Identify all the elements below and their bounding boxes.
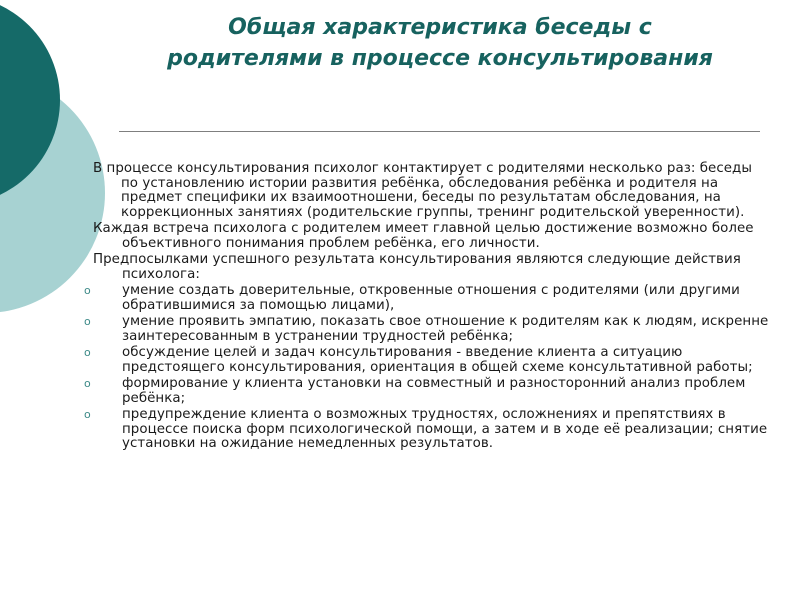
title-divider	[119, 131, 760, 132]
slide-body	[84, 161, 773, 454]
list-item	[84, 345, 773, 375]
slide-title-line-1: Общая характеристика беседы с	[228, 15, 652, 40]
list-item	[84, 407, 773, 452]
bullet-circle-icon: o	[84, 346, 91, 359]
list-item-text: обсуждение целей и задач консультирования - введение клиента а ситуацию предстоящего консультирования, ориентация в общей схеме консультативной работы;	[122, 345, 753, 375]
bullet-circle-icon: o	[84, 377, 91, 390]
list-item	[84, 376, 773, 406]
slide-title-line-2: родителями в процессе консультирования	[167, 46, 713, 71]
list-item-text: формирование у клиента установки на совместный и разносторонний анализ проблем ребёнка;	[122, 376, 746, 406]
list-item-text: умение проявить эмпатию, показать свое отношение к родителям как к людям, искренне заинтересованным в устранении трудностей ребёнка;	[122, 314, 769, 344]
slide-title	[120, 12, 760, 74]
list-item	[84, 283, 773, 313]
list-item	[84, 314, 773, 344]
bullet-circle-icon: o	[84, 315, 91, 328]
paragraph-prerequisites: Предпосылками успешного результата консультирования являются следующие действия психолога:	[93, 252, 741, 282]
paragraph-intro: В процессе консультирования психолог контактирует с родителями несколько раз: беседы по установлению истории развития ребёнка, обследования ребёнка и родителя на предмет специфики их взаимоотношени, беседы по результатам обследования, на коррекционных занятиях (родительские группы, тренинг родительской уверенности).	[93, 161, 752, 220]
bullet-circle-icon: o	[84, 284, 91, 297]
list-item-text: предупреждение клиента о возможных трудностях, осложнениях и препятствиях в процессе поиска форм психологической помощи, а затем и в ходе её реализации; снятие установки на ожидание немедленных результатов.	[122, 407, 768, 451]
paragraph-goal: Каждая встреча психолога с родителем имеет главной целью достижение возможно более объективного понимания проблем ребёнка, его личности.	[93, 221, 754, 251]
list-item-text: умение создать доверительные, откровенные отношения с родителями (или другими обратившимися за помощью лицами),	[122, 283, 740, 313]
bullet-circle-icon: o	[84, 408, 91, 421]
prerequisites-list	[84, 283, 773, 452]
